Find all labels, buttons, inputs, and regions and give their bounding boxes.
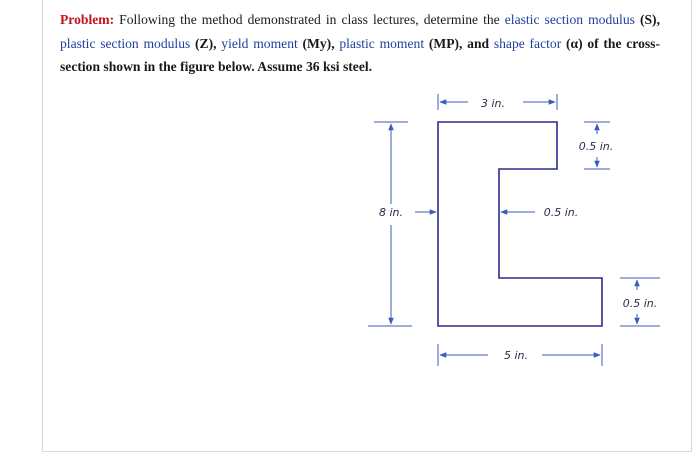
symbol-s: (S), xyxy=(634,12,660,27)
dim-top-flange-label: 0.5 in. xyxy=(578,140,614,153)
dim-bottom-width-label: 5 in. xyxy=(503,349,529,362)
dim-web-label: 0.5 in. xyxy=(543,206,579,219)
problem-label: Problem: xyxy=(60,12,115,27)
dim-height xyxy=(368,122,412,326)
term-yield-moment: yield moment xyxy=(221,35,298,51)
symbol-mp: (MP), and xyxy=(424,35,494,51)
problem-intro: Following the method demonstrated in class lectures, determine the xyxy=(114,12,505,27)
problem-tail: (α) of the cross-section shown in the figure below. Assume 36 ksi steel. xyxy=(60,35,660,74)
dim-top-width-label: 3 in. xyxy=(480,97,506,110)
term-shape-factor: shape factor xyxy=(493,35,562,51)
term-plastic-section-modulus: plastic section modulus xyxy=(60,35,191,51)
term-plastic-moment: plastic moment xyxy=(339,35,425,51)
term-elastic-section-modulus: elastic section modulus xyxy=(504,12,635,27)
dim-height-label: 8 in. xyxy=(378,206,404,219)
section-outline xyxy=(438,122,602,326)
dim-bottom-flange-label: 0.5 in. xyxy=(622,297,658,310)
symbol-my: (My), xyxy=(297,35,340,51)
symbol-z: (Z), xyxy=(190,35,222,51)
